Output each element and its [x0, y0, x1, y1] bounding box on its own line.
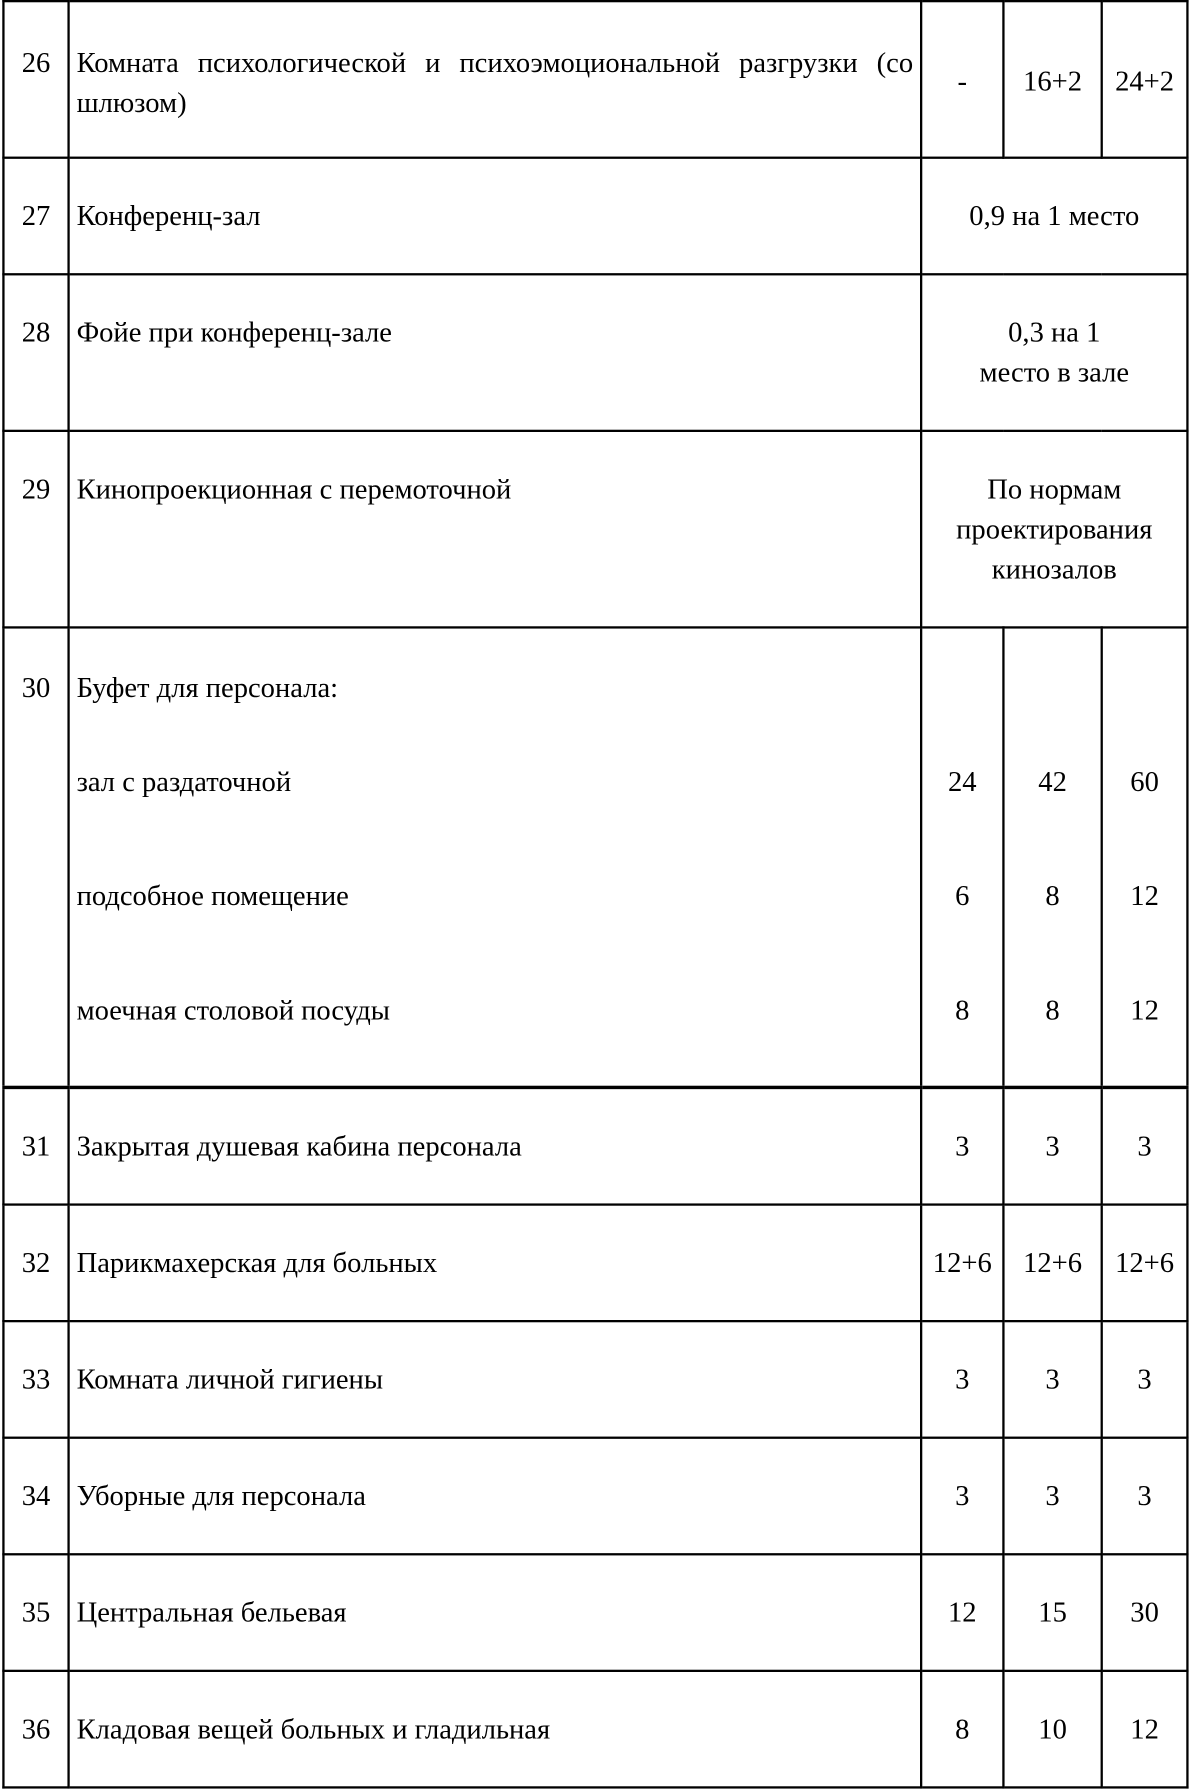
table-row: [3, 1204, 1187, 1321]
row-number: 28: [3, 274, 68, 431]
row-number: 31: [3, 1087, 68, 1204]
sub-room-name: подсобное помещение: [76, 881, 349, 912]
area-value: 6: [955, 881, 970, 912]
area-value: 3: [1003, 1321, 1101, 1438]
area-value: -: [921, 1, 1003, 158]
area-value: 12+6: [1003, 1204, 1101, 1321]
row-number: 26: [3, 1, 68, 158]
area-value-merged: [921, 274, 1187, 431]
row-number: 32: [3, 1204, 68, 1321]
area-value: 12: [1102, 1670, 1188, 1787]
room-name: Буфет для персонала:: [76, 673, 339, 704]
area-line: По нормам: [987, 474, 1122, 506]
area-value: 12: [1130, 995, 1159, 1027]
area-value: 15: [1003, 1554, 1101, 1671]
area-column: [921, 627, 1003, 1087]
area-value: 24: [947, 766, 977, 798]
room-name: Парикмахерская для больных: [69, 1204, 922, 1321]
area-value: 8: [921, 1670, 1003, 1787]
room-name: Кинопроекционная с перемоточной: [69, 431, 922, 628]
area-value: 42: [1038, 766, 1067, 798]
area-value: 3: [1102, 1087, 1188, 1204]
area-value: 3: [921, 1321, 1003, 1438]
area-value: 30: [1102, 1554, 1188, 1671]
area-value: 24+2: [1102, 1, 1188, 158]
table-row: [3, 1087, 1187, 1204]
row-number: 30: [3, 627, 68, 1087]
table-row: [3, 1, 1187, 158]
area-line: проектирования: [956, 514, 1153, 546]
room-name: Комната психологической и психоэмоциональной разгрузки (со шлюзом): [69, 1, 922, 158]
area-value: 3: [921, 1087, 1003, 1204]
area-value: 16+2: [1003, 1, 1101, 158]
area-value: 3: [921, 1437, 1003, 1554]
area-value: 3: [1102, 1321, 1188, 1438]
table-row: [3, 1437, 1187, 1554]
area-value: 12: [921, 1554, 1003, 1671]
row-number: 35: [3, 1554, 68, 1671]
area-line: кинозалов: [991, 554, 1117, 586]
row-number: 34: [3, 1437, 68, 1554]
area-value: 60: [1130, 766, 1159, 798]
area-value: 10: [1003, 1670, 1101, 1787]
row-number: 33: [3, 1321, 68, 1438]
table-row: [3, 274, 1187, 431]
area-value-merged: [921, 431, 1187, 628]
area-value: 8: [955, 995, 970, 1027]
row-number: 36: [3, 1670, 68, 1787]
room-name: Закрытая душевая кабина персонала: [69, 1087, 922, 1204]
table-row: [3, 627, 1187, 1087]
area-column: [1102, 627, 1188, 1087]
area-column: [1003, 627, 1101, 1087]
room-name: Комната личной гигиены: [69, 1321, 922, 1438]
area-value: 12: [1130, 881, 1159, 912]
room-name: Фойе при конференц-зале: [69, 274, 922, 431]
room-name: Кладовая вещей больных и гладильная: [69, 1670, 922, 1787]
area-value-merged: 0,9 на 1 место: [921, 158, 1187, 275]
area-line: 0,3 на 1: [1008, 317, 1101, 349]
area-value: 12+6: [921, 1204, 1003, 1321]
rooms-table: [2, 0, 1188, 1788]
area-value: 3: [1003, 1087, 1101, 1204]
area-value: 3: [1003, 1437, 1101, 1554]
table-row: [3, 158, 1187, 275]
table-row: [3, 1321, 1187, 1438]
row-number: 27: [3, 158, 68, 275]
room-group: [69, 627, 922, 1087]
area-value: 8: [1045, 995, 1060, 1027]
sub-room-name: моечная столовой посуды: [76, 995, 390, 1027]
table-row: [3, 1554, 1187, 1671]
table-row: [3, 431, 1187, 628]
room-name: Центральная бельевая: [69, 1554, 922, 1671]
area-value: 8: [1045, 881, 1060, 912]
sub-room-name: зал с раздаточной: [76, 766, 292, 798]
area-line: место в зале: [979, 357, 1130, 389]
table-row: [3, 1670, 1187, 1787]
room-name: Конференц-зал: [69, 158, 922, 275]
room-name: Уборные для персонала: [69, 1437, 922, 1554]
row-number: 29: [3, 431, 68, 628]
area-value: 12+6: [1102, 1204, 1188, 1321]
area-value: 3: [1102, 1437, 1188, 1554]
